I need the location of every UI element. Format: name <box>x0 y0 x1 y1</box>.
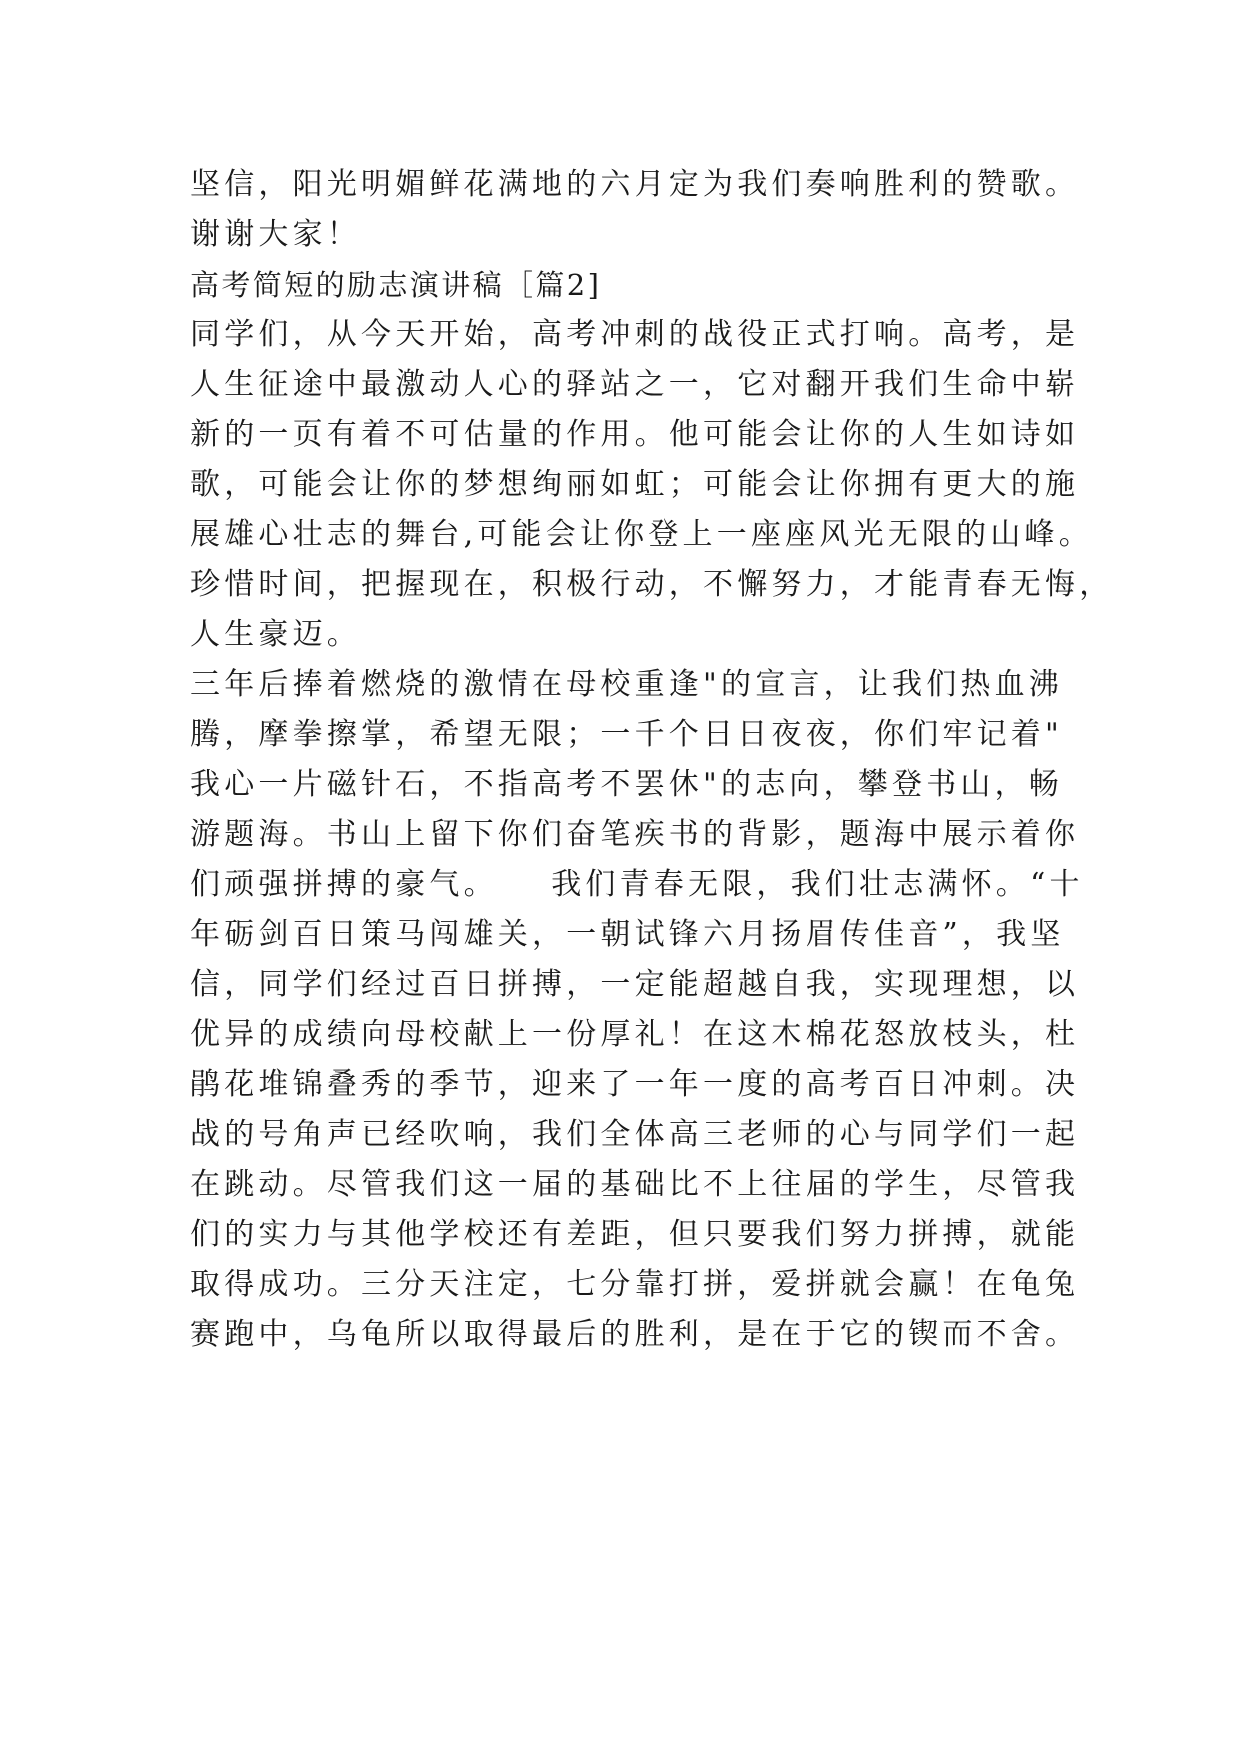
text-line: 人生豪迈。 <box>190 617 361 652</box>
text-line: 优异的成绩向母校献上一份厚礼！在这木棉花怒放枝头，杜 <box>190 1017 1080 1052</box>
text-line: 歌，可能会让你的梦想绚丽如虹；可能会让你拥有更大的施 <box>190 467 1080 502</box>
section-heading: 高考简短的励志演讲稿［篇2] <box>190 268 602 302</box>
text-line: 新的一页有着不可估量的作用。他可能会让你的人生如诗如 <box>190 417 1080 452</box>
text-line: 年砺剑百日策马闯雄关，一朝试锋六月扬眉传佳音”，我坚 <box>190 917 1065 952</box>
text-line: 腾，摩拳擦掌，希望无限；一千个日日夜夜，你们牢记着" <box>190 717 1063 752</box>
document-body <box>190 160 1114 1360</box>
text-line: 珍惜时间，把握现在，积极行动，不懈努力，才能青春无悔， <box>190 567 1114 602</box>
text-line: 展雄心壮志的舞台,可能会让你登上一座座风光无限的山峰。 <box>190 517 1093 552</box>
text-line: 们顽强拼搏的豪气。 我们青春无限，我们壮志满怀。“十 <box>190 867 1084 902</box>
text-line: 鹃花堆锦叠秀的季节，迎来了一年一度的高考百日冲刺。决 <box>190 1067 1080 1102</box>
text-line: 赛跑中，乌龟所以取得最后的胜利，是在于它的锲而不舍。 <box>190 1317 1080 1352</box>
text-line: 战的号角声已经吹响，我们全体高三老师的心与同学们一起 <box>190 1117 1080 1152</box>
text-line: 同学们，从今天开始，高考冲刺的战役正式打响。高考，是 <box>190 317 1080 352</box>
text-line: 游题海。书山上留下你们奋笔疾书的背影，题海中展示着你 <box>190 817 1080 852</box>
text-line: 坚信，阳光明媚鲜花满地的六月定为我们奏响胜利的赞歌。 <box>190 167 1080 202</box>
text-line: 在跳动。尽管我们这一届的基础比不上往届的学生，尽管我 <box>190 1167 1080 1202</box>
text-line: 三年后捧着燃烧的激情在母校重逢"的宣言，让我们热血沸 <box>190 667 1063 702</box>
text-line: 们的实力与其他学校还有差距，但只要我们努力拼搏，就能 <box>190 1217 1080 1252</box>
text-line: 信，同学们经过百日拼搏，一定能超越自我，实现理想，以 <box>190 967 1080 1002</box>
text-line: 人生征途中最激动人心的驿站之一，它对翻开我们生命中崭 <box>190 367 1080 402</box>
text-line: 谢谢大家！ <box>190 217 361 252</box>
text-line: 取得成功。三分天注定，七分靠打拼，爱拼就会赢！在龟兔 <box>190 1267 1080 1302</box>
text-line: 我心一片磁针石，不指高考不罢休"的志向，攀登书山，畅 <box>190 767 1063 802</box>
